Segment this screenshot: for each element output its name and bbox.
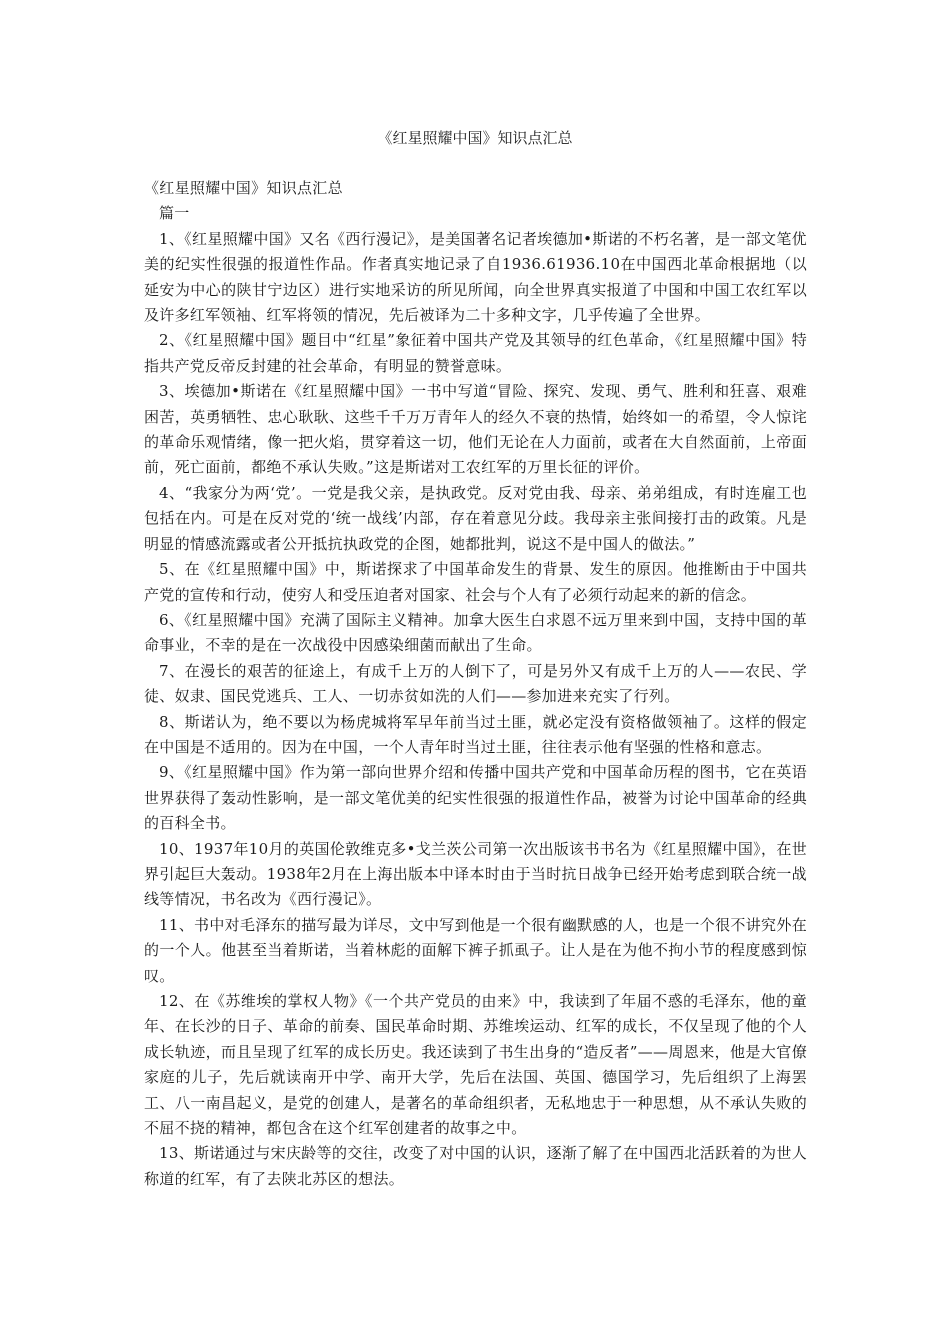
paragraph-12: 12、在《苏维埃的掌权人物》《一个共产党员的由来》中，我读到了年届不惑的毛泽东，他的童年、在长沙的日子、革命的前奏、国民革命时期、苏维埃运动、红军的成长，不仅呈现了他的个人成长轨迹，而且呈现了红军的成长历史。我还读到了书生出身的“造反者”——周恩来，他是大官僚家庭的儿子，先后就读南开中学、南开大学，先后在法国、英国、德国学习，先后组织了上海罢工、八一南昌起义，是党的创建人，是著名的革命组织者，无私地忠于一种思想，从不承认失败的不屈不挠的精神，都包含在这个红军创建者的故事之中。	[144, 992, 807, 1138]
document-subheading: 《红星照耀中国》知识点汇总	[144, 179, 343, 197]
paragraph-7: 7、在漫长的艰苦的征途上，有成千上万的人倒下了，可是另外又有成千上万的人——农民、学徒、奴隶、国民党逃兵、工人、一切赤贫如洗的人们——参加进来充实了行列。	[144, 661, 807, 706]
paragraph-11: 11、书中对毛泽东的描写最为详尽，文中写到他是一个很有幽默感的人，也是一个很不讲究外在的一个人。他甚至当着斯诺，当着林彪的面解下裤子抓虱子。让人是在为他不拘小节的程度感到惊叹。	[144, 915, 807, 985]
paragraph-5: 5、在《红星照耀中国》中，斯诺探求了中国革命发生的背景、发生的原因。他推断由于中国共产党的宣传和行动，使穷人和受压迫者对国家、社会与个人有了必须行动起来的新的信念。	[144, 560, 807, 604]
paragraph-2: 2、《红星照耀中国》题目中“红星”象征着中国共产党及其领导的红色革命，《红星照耀中国》特指共产党反帝反封建的社会革命，有明显的赞誉意味。	[144, 331, 807, 375]
paragraph-10: 10、1937年10月的英国伦敦维克多•戈兰茨公司第一次出版该书书名为《红星照耀中国》，在世界引起巨大轰动。1938年2月在上海出版本中译本时由于当时抗日战争已经开始考虑到联合统一战线等情况，书名改为《西行漫记》。	[144, 839, 807, 909]
paragraph-4: 4、“我家分为两‘党’。一党是我父亲，是执政党。反对党由我、母亲、弟弟组成，有时连雇工也包括在内。可是在反对党的‘统一战线’内部，存在着意见分歧。我母亲主张间接打击的政策。凡是明显的情感流露或者公开抵抗执政党的企图，她都批判，说这不是中国人的做法。”	[144, 483, 807, 553]
paragraph-3: 3、埃德加•斯诺在《红星照耀中国》一书中写道“冒险、探究、发现、勇气、胜利和狂喜、艰难困苦，英勇牺牲、忠心耿耿、这些千千万万青年人的经久不衰的热情，始终如一的希望，令人惊诧的革命乐观情绪，像一把火焰，贯穿着这一切，他们无论在人力面前，或者在大自然面前，上帝面前，死亡面前，都绝不承认失败。”这是斯诺对工农红军的万里长征的评价。	[144, 382, 807, 477]
document-title: 《红星照耀中国》知识点汇总	[377, 129, 573, 147]
section-label: 篇一	[159, 204, 190, 223]
paragraph-8: 8、斯诺认为，绝不要以为杨虎城将军早年前当过土匪，就必定没有资格做领袖了。这样的假定在中国是不适用的。因为在中国，一个人青年时当过土匪，往往表示他有坚强的性格和意志。	[144, 712, 807, 756]
paragraph-6: 6、《红星照耀中国》充满了国际主义精神。加拿大医生白求恩不远万里来到中国，支持中国的革命事业，不幸的是在一次战役中因感染细菌而献出了生命。	[144, 610, 807, 655]
paragraph-1: 1、《红星照耀中国》又名《西行漫记》，是美国著名记者埃德加•斯诺的不朽名著，是一部文笔优美的纪实性很强的报道性作品。作者真实地记录了自1936.61936.10在中国西北革命根据地（以延安为中心的陕甘宁边区）进行实地采访的所见所闻，向全世界真实报道了中国和中国工农红军以及许多红军领袖、红军将领的情况，先后被译为二十多种文字，几乎传遍了全世界。	[144, 229, 807, 325]
document-body	[144, 176, 807, 1192]
paragraph-13: 13、斯诺通过与宋庆龄等的交往，改变了对中国的认识，逐渐了解了在中国西北活跃着的为世人称道的红军，有了去陕北苏区的想法。	[144, 1144, 807, 1188]
paragraph-9: 9、《红星照耀中国》作为第一部向世界介绍和传播中国共产党和中国革命历程的图书，它在英语世界获得了轰动性影响，是一部文笔优美的纪实性很强的报道性作品，被誉为讨论中国革命的经典的百科全书。	[144, 763, 807, 833]
